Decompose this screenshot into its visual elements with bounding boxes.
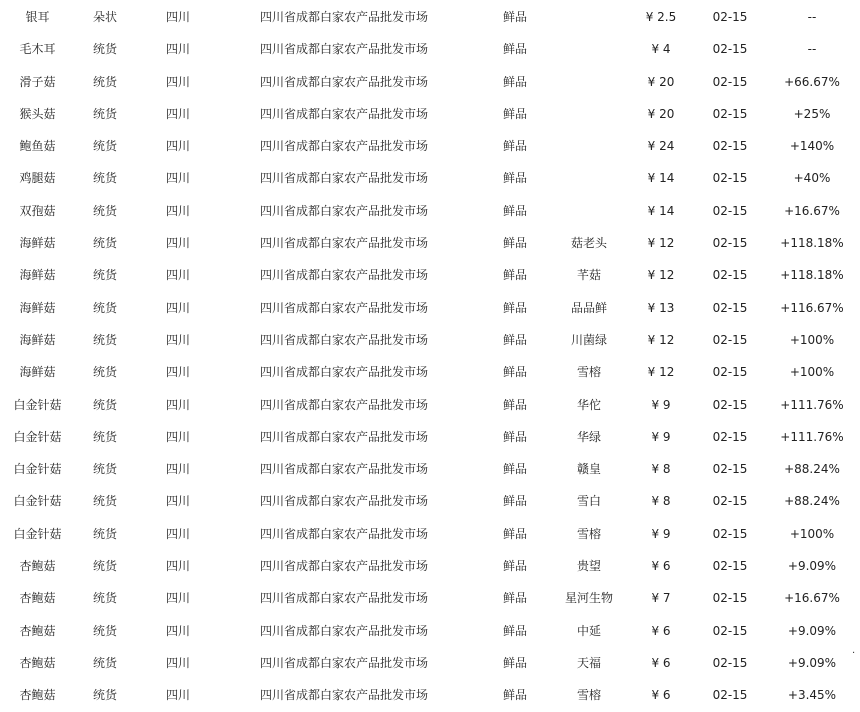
date-cell: 02-15 bbox=[712, 591, 748, 606]
market-cell: 四川省成都白家农产品批发市场 bbox=[259, 462, 428, 477]
table-row bbox=[0, 356, 860, 388]
price-cell: ¥ 7 bbox=[651, 591, 671, 606]
brand-cell: 中延 bbox=[576, 623, 601, 638]
origin-cell: 四川 bbox=[165, 10, 190, 24]
spec-cell: 统货 bbox=[92, 365, 117, 380]
price-cell: ¥ 12 bbox=[647, 332, 675, 347]
product-type-cell: 鲜品 bbox=[502, 591, 527, 606]
origin-cell: 四川 bbox=[165, 106, 190, 121]
spec-cell: 统货 bbox=[92, 300, 117, 315]
table-row bbox=[0, 453, 860, 485]
date-cell: 02-15 bbox=[712, 42, 748, 57]
change-cell: +40% bbox=[793, 171, 831, 186]
price-cell: ¥ 12 bbox=[647, 236, 675, 251]
market-cell: 四川省成都白家农产品批发市场 bbox=[259, 559, 428, 574]
table-row bbox=[0, 1, 860, 33]
spec-cell: 统货 bbox=[92, 236, 117, 251]
origin-cell: 四川 bbox=[165, 397, 190, 412]
product-name-cell: 白金针菇 bbox=[13, 494, 62, 509]
product-name-cell: 滑子菇 bbox=[19, 74, 56, 89]
change-cell: +9.09% bbox=[787, 655, 837, 670]
table-row bbox=[0, 227, 860, 259]
origin-cell: 四川 bbox=[165, 365, 190, 380]
change-cell: -- bbox=[807, 10, 817, 24]
market-cell: 四川省成都白家农产品批发市场 bbox=[259, 397, 428, 412]
spec-cell: 统货 bbox=[92, 462, 117, 477]
price-cell: ¥ 20 bbox=[647, 106, 675, 121]
change-cell: +140% bbox=[789, 139, 835, 154]
brand-cell: 赣皇 bbox=[576, 462, 601, 477]
market-cell: 四川省成都白家农产品批发市场 bbox=[259, 42, 428, 57]
market-cell: 四川省成都白家农产品批发市场 bbox=[259, 268, 428, 283]
market-cell: 四川省成都白家农产品批发市场 bbox=[259, 623, 428, 638]
product-name-cell: 银耳 bbox=[25, 10, 50, 24]
product-name-cell: 杏鲍菇 bbox=[19, 559, 56, 574]
change-cell: +100% bbox=[789, 332, 835, 347]
brand-cell: 雪榕 bbox=[576, 688, 601, 703]
origin-cell: 四川 bbox=[165, 623, 190, 638]
spec-cell: 统货 bbox=[92, 623, 117, 638]
date-cell: 02-15 bbox=[712, 10, 748, 24]
origin-cell: 四川 bbox=[165, 494, 190, 509]
spec-cell: 统货 bbox=[92, 526, 117, 541]
price-cell: ¥ 14 bbox=[647, 171, 675, 186]
table-row bbox=[0, 98, 860, 130]
product-name-cell: 白金针菇 bbox=[13, 526, 62, 541]
change-cell: +9.09% bbox=[787, 559, 837, 574]
product-name-cell: 白金针菇 bbox=[13, 462, 62, 477]
price-cell: ¥ 2.5 bbox=[645, 10, 677, 24]
brand-cell: 华佗 bbox=[576, 397, 601, 412]
market-cell: 四川省成都白家农产品批发市场 bbox=[259, 236, 428, 251]
price-cell: ¥ 6 bbox=[651, 559, 671, 574]
table-row bbox=[0, 33, 860, 65]
product-type-cell: 鲜品 bbox=[502, 236, 527, 251]
change-cell: +25% bbox=[793, 106, 831, 121]
date-cell: 02-15 bbox=[712, 429, 748, 444]
product-name-cell: 鲍鱼菇 bbox=[19, 139, 56, 154]
market-cell: 四川省成都白家农产品批发市场 bbox=[259, 655, 428, 670]
product-type-cell: 鲜品 bbox=[502, 494, 527, 509]
price-cell: ¥ 6 bbox=[651, 688, 671, 703]
edge-mark: · bbox=[852, 648, 856, 659]
brand-cell: 天福 bbox=[576, 655, 601, 670]
table-row bbox=[0, 389, 860, 421]
spec-cell: 统货 bbox=[92, 171, 117, 186]
product-name-cell: 海鲜菇 bbox=[19, 300, 56, 315]
price-cell: ¥ 14 bbox=[647, 203, 675, 218]
table-row bbox=[0, 130, 860, 162]
price-cell: ¥ 9 bbox=[651, 429, 671, 444]
market-cell: 四川省成都白家农产品批发市场 bbox=[259, 171, 428, 186]
product-name-cell: 杏鲍菇 bbox=[19, 688, 56, 703]
origin-cell: 四川 bbox=[165, 268, 190, 283]
table-row bbox=[0, 162, 860, 194]
change-cell: +111.76% bbox=[780, 397, 844, 412]
change-cell: +118.18% bbox=[780, 236, 844, 251]
product-type-cell: 鲜品 bbox=[502, 397, 527, 412]
price-cell: ¥ 8 bbox=[651, 462, 671, 477]
market-cell: 四川省成都白家农产品批发市场 bbox=[259, 365, 428, 380]
product-type-cell: 鲜品 bbox=[502, 526, 527, 541]
date-cell: 02-15 bbox=[712, 559, 748, 574]
spec-cell: 统货 bbox=[92, 332, 117, 347]
spec-cell: 统货 bbox=[92, 106, 117, 121]
product-type-cell: 鲜品 bbox=[502, 559, 527, 574]
product-name-cell: 杏鲍菇 bbox=[19, 655, 56, 670]
brand-cell: 贵望 bbox=[576, 559, 601, 574]
change-cell: +111.76% bbox=[780, 429, 844, 444]
product-type-cell: 鲜品 bbox=[502, 688, 527, 703]
origin-cell: 四川 bbox=[165, 203, 190, 218]
date-cell: 02-15 bbox=[712, 74, 748, 89]
change-cell: +16.67% bbox=[784, 591, 840, 606]
product-type-cell: 鲜品 bbox=[502, 171, 527, 186]
change-cell: +66.67% bbox=[784, 74, 840, 89]
date-cell: 02-15 bbox=[712, 494, 748, 509]
brand-cell: 雪榕 bbox=[576, 365, 601, 380]
table-row bbox=[0, 679, 860, 711]
product-name-cell: 杏鲍菇 bbox=[19, 623, 56, 638]
market-cell: 四川省成都白家农产品批发市场 bbox=[259, 332, 428, 347]
table-row bbox=[0, 324, 860, 356]
brand-cell: 华绿 bbox=[576, 429, 601, 444]
product-type-cell: 鲜品 bbox=[502, 623, 527, 638]
price-table bbox=[0, 1, 860, 712]
spec-cell: 统货 bbox=[92, 139, 117, 154]
date-cell: 02-15 bbox=[712, 236, 748, 251]
product-type-cell: 鲜品 bbox=[502, 300, 527, 315]
market-cell: 四川省成都白家农产品批发市场 bbox=[259, 203, 428, 218]
product-type-cell: 鲜品 bbox=[502, 203, 527, 218]
price-cell: ¥ 9 bbox=[651, 526, 671, 541]
market-cell: 四川省成都白家农产品批发市场 bbox=[259, 300, 428, 315]
brand-cell: 菇老头 bbox=[570, 236, 607, 251]
product-type-cell: 鲜品 bbox=[502, 462, 527, 477]
product-type-cell: 鲜品 bbox=[502, 10, 527, 24]
price-cell: ¥ 13 bbox=[647, 300, 675, 315]
origin-cell: 四川 bbox=[165, 591, 190, 606]
product-type-cell: 鲜品 bbox=[502, 268, 527, 283]
origin-cell: 四川 bbox=[165, 139, 190, 154]
market-cell: 四川省成都白家农产品批发市场 bbox=[259, 10, 428, 24]
price-cell: ¥ 24 bbox=[647, 139, 675, 154]
price-cell: ¥ 4 bbox=[651, 42, 671, 57]
product-name-cell: 海鲜菇 bbox=[19, 332, 56, 347]
origin-cell: 四川 bbox=[165, 171, 190, 186]
market-cell: 四川省成都白家农产品批发市场 bbox=[259, 526, 428, 541]
table-row bbox=[0, 195, 860, 227]
spec-cell: 统货 bbox=[92, 655, 117, 670]
brand-cell: 品品鲜 bbox=[570, 300, 607, 315]
market-cell: 四川省成都白家农产品批发市场 bbox=[259, 494, 428, 509]
brand-cell: 星河生物 bbox=[564, 591, 613, 606]
market-cell: 四川省成都白家农产品批发市场 bbox=[259, 688, 428, 703]
change-cell: +9.09% bbox=[787, 623, 837, 638]
date-cell: 02-15 bbox=[712, 623, 748, 638]
date-cell: 02-15 bbox=[712, 397, 748, 412]
date-cell: 02-15 bbox=[712, 526, 748, 541]
table-row bbox=[0, 485, 860, 517]
spec-cell: 统货 bbox=[92, 397, 117, 412]
table-row bbox=[0, 292, 860, 324]
table-row bbox=[0, 259, 860, 291]
change-cell: +116.67% bbox=[780, 300, 844, 315]
product-type-cell: 鲜品 bbox=[502, 74, 527, 89]
market-cell: 四川省成都白家农产品批发市场 bbox=[259, 429, 428, 444]
change-cell: +3.45% bbox=[787, 688, 837, 703]
spec-cell: 朵状 bbox=[92, 10, 117, 24]
origin-cell: 四川 bbox=[165, 526, 190, 541]
spec-cell: 统货 bbox=[92, 42, 117, 57]
brand-cell: 芊菇 bbox=[576, 268, 601, 283]
spec-cell: 统货 bbox=[92, 268, 117, 283]
change-cell: +100% bbox=[789, 526, 835, 541]
product-name-cell: 白金针菇 bbox=[13, 429, 62, 444]
spec-cell: 统货 bbox=[92, 74, 117, 89]
market-cell: 四川省成都白家农产品批发市场 bbox=[259, 139, 428, 154]
date-cell: 02-15 bbox=[712, 462, 748, 477]
price-cell: ¥ 6 bbox=[651, 623, 671, 638]
product-name-cell: 海鲜菇 bbox=[19, 365, 56, 380]
change-cell: +118.18% bbox=[780, 268, 844, 283]
product-type-cell: 鲜品 bbox=[502, 139, 527, 154]
product-name-cell: 鸡腿菇 bbox=[19, 171, 56, 186]
date-cell: 02-15 bbox=[712, 688, 748, 703]
change-cell: +16.67% bbox=[784, 203, 840, 218]
price-cell: ¥ 6 bbox=[651, 655, 671, 670]
origin-cell: 四川 bbox=[165, 236, 190, 251]
origin-cell: 四川 bbox=[165, 300, 190, 315]
date-cell: 02-15 bbox=[712, 268, 748, 283]
spec-cell: 统货 bbox=[92, 688, 117, 703]
date-cell: 02-15 bbox=[712, 300, 748, 315]
table-row bbox=[0, 582, 860, 614]
origin-cell: 四川 bbox=[165, 42, 190, 57]
date-cell: 02-15 bbox=[712, 332, 748, 347]
price-cell: ¥ 12 bbox=[647, 268, 675, 283]
price-cell: ¥ 12 bbox=[647, 365, 675, 380]
date-cell: 02-15 bbox=[712, 365, 748, 380]
origin-cell: 四川 bbox=[165, 559, 190, 574]
spec-cell: 统货 bbox=[92, 203, 117, 218]
price-cell: ¥ 8 bbox=[651, 494, 671, 509]
table-row bbox=[0, 550, 860, 582]
brand-cell: 雪白 bbox=[576, 494, 601, 509]
origin-cell: 四川 bbox=[165, 688, 190, 703]
spec-cell: 统货 bbox=[92, 429, 117, 444]
origin-cell: 四川 bbox=[165, 462, 190, 477]
brand-cell: 川菌绿 bbox=[570, 332, 607, 347]
product-name-cell: 海鲜菇 bbox=[19, 236, 56, 251]
price-cell: ¥ 20 bbox=[647, 74, 675, 89]
market-cell: 四川省成都白家农产品批发市场 bbox=[259, 74, 428, 89]
product-type-cell: 鲜品 bbox=[502, 332, 527, 347]
market-cell: 四川省成都白家农产品批发市场 bbox=[259, 591, 428, 606]
change-cell: +88.24% bbox=[784, 462, 840, 477]
price-cell: ¥ 9 bbox=[651, 397, 671, 412]
product-name-cell: 毛木耳 bbox=[19, 42, 56, 57]
spec-cell: 统货 bbox=[92, 591, 117, 606]
product-name-cell: 海鲜菇 bbox=[19, 268, 56, 283]
spec-cell: 统货 bbox=[92, 494, 117, 509]
spec-cell: 统货 bbox=[92, 559, 117, 574]
product-name-cell: 猴头菇 bbox=[19, 106, 56, 121]
product-type-cell: 鲜品 bbox=[502, 42, 527, 57]
product-name-cell: 双孢菇 bbox=[19, 203, 56, 218]
product-type-cell: 鲜品 bbox=[502, 655, 527, 670]
date-cell: 02-15 bbox=[712, 106, 748, 121]
origin-cell: 四川 bbox=[165, 74, 190, 89]
product-type-cell: 鲜品 bbox=[502, 429, 527, 444]
product-name-cell: 杏鲍菇 bbox=[19, 591, 56, 606]
change-cell: +100% bbox=[789, 365, 835, 380]
date-cell: 02-15 bbox=[712, 655, 748, 670]
product-type-cell: 鲜品 bbox=[502, 106, 527, 121]
brand-cell: 雪榕 bbox=[576, 526, 601, 541]
market-cell: 四川省成都白家农产品批发市场 bbox=[259, 106, 428, 121]
origin-cell: 四川 bbox=[165, 332, 190, 347]
origin-cell: 四川 bbox=[165, 429, 190, 444]
table-row bbox=[0, 66, 860, 98]
table-row bbox=[0, 647, 860, 679]
change-cell: -- bbox=[807, 42, 817, 57]
table-row bbox=[0, 421, 860, 453]
origin-cell: 四川 bbox=[165, 655, 190, 670]
table-row bbox=[0, 615, 860, 647]
table-row bbox=[0, 518, 860, 550]
date-cell: 02-15 bbox=[712, 203, 748, 218]
date-cell: 02-15 bbox=[712, 171, 748, 186]
change-cell: +88.24% bbox=[784, 494, 840, 509]
product-name-cell: 白金针菇 bbox=[13, 397, 62, 412]
date-cell: 02-15 bbox=[712, 139, 748, 154]
product-type-cell: 鲜品 bbox=[502, 365, 527, 380]
